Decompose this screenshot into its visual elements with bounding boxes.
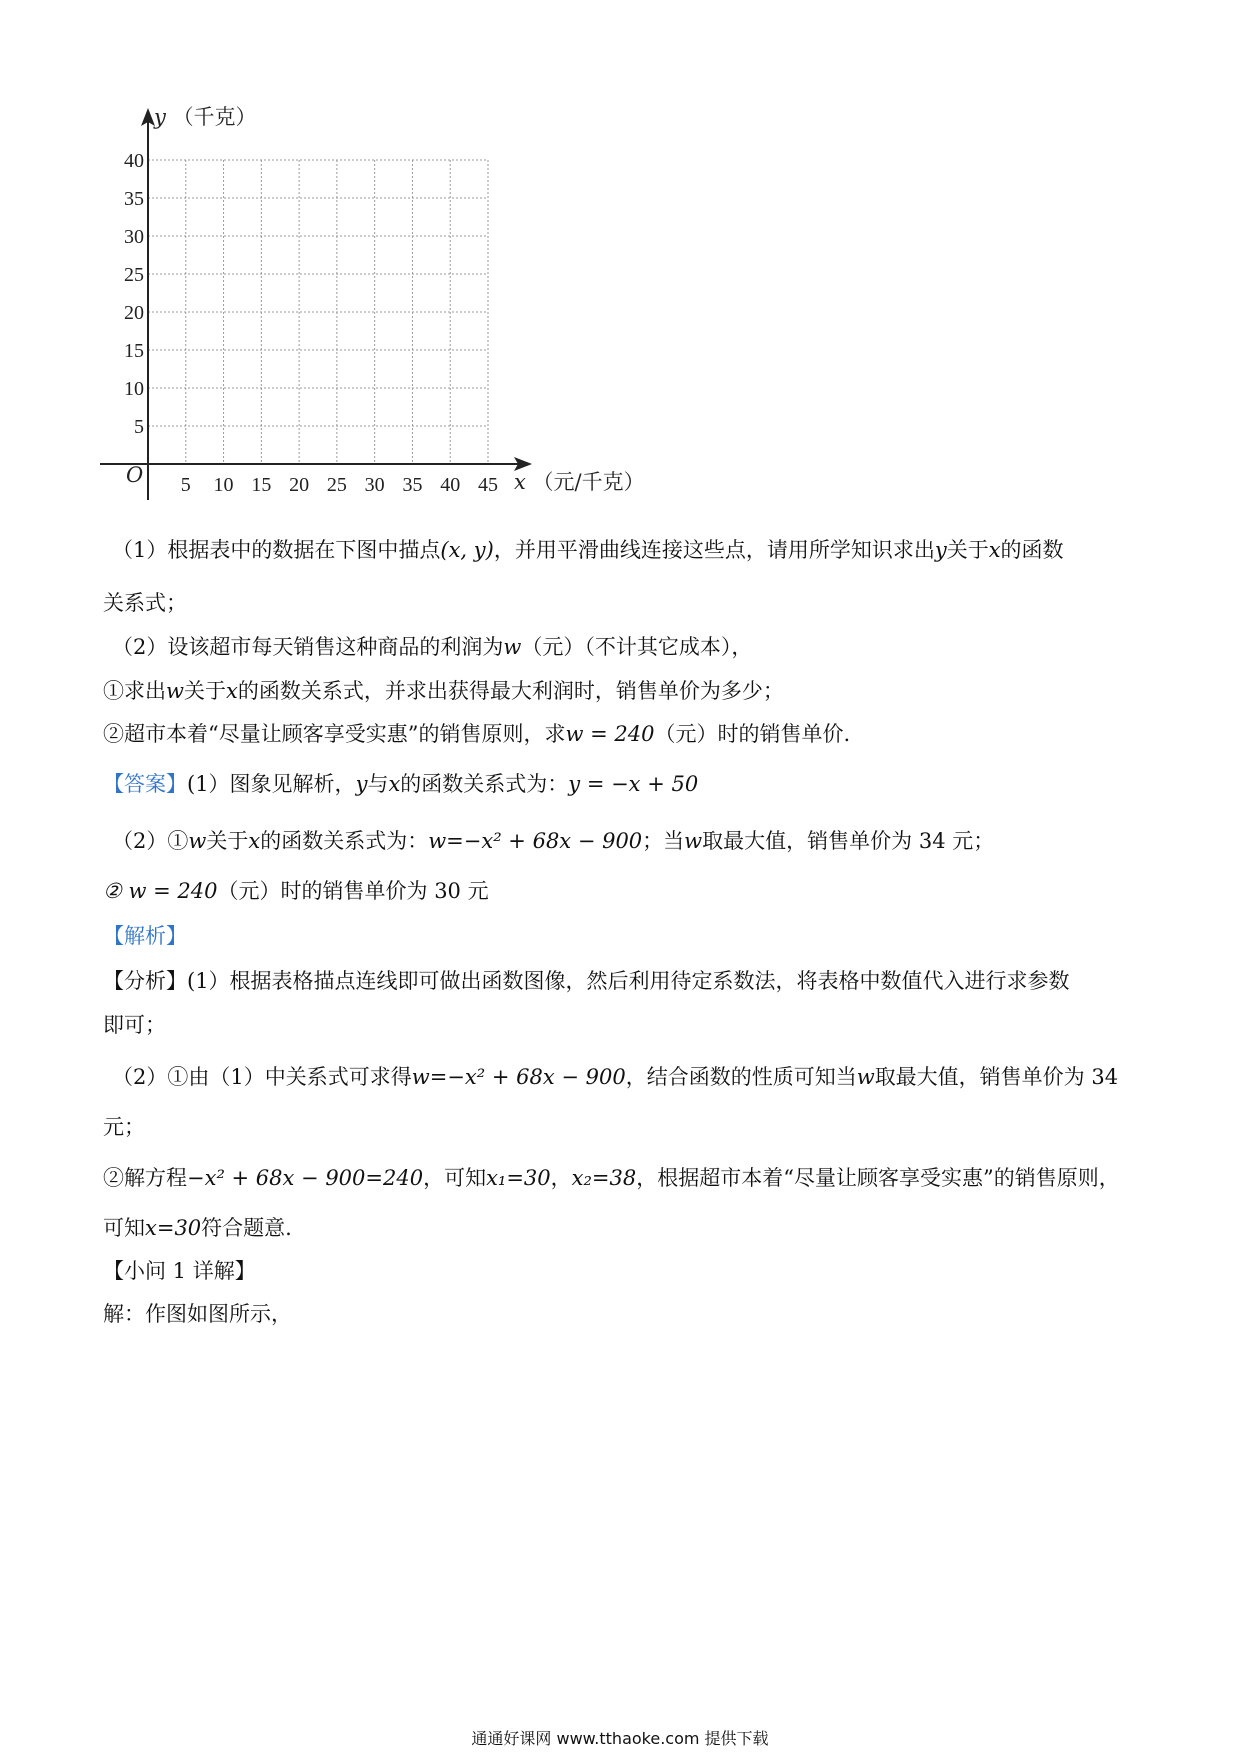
ans-y: y <box>355 772 368 796</box>
answer-line <box>103 769 698 799</box>
x-tick-label: 15 <box>251 474 272 496</box>
question-2i-line <box>103 676 784 706</box>
answer-tag: 【答案】 <box>103 772 187 796</box>
q1-cont-text: 关系式； <box>103 591 187 615</box>
x-tick-label: 30 <box>364 474 385 496</box>
q2ii-text-a: ②超市本着“尽量让顾客享受实惠”的销售原则，求 <box>103 722 566 746</box>
q1-text-d: 的函数 <box>1000 538 1064 562</box>
q2-text-a: （2）设该超市每天销售这种商品的利润为 <box>112 635 504 659</box>
answer-3-line <box>103 876 489 906</box>
ans2-w2: w <box>684 829 703 853</box>
question-2-line <box>112 632 752 662</box>
x-tick-label: 20 <box>289 474 310 496</box>
x-axis-title <box>514 470 645 494</box>
y-axis-var: y <box>154 105 166 129</box>
xiaowen-text: 【小问 1 详解】 <box>103 1259 256 1283</box>
f2-eq: w=−x² + 68x − 900 <box>411 1065 626 1089</box>
q1-text-b: ，并用平滑曲线连接这些点，请用所学知识求出 <box>493 538 935 562</box>
jie-line <box>103 1299 292 1329</box>
q2i-w: w <box>166 679 184 703</box>
q2i-text-a: ①求出 <box>103 679 166 703</box>
ans2-w: w <box>188 829 207 853</box>
fenxi-tag: 【分析】 <box>103 969 187 993</box>
ans3-text-b: （元）时的销售单价为 30 元 <box>217 879 489 903</box>
ans-eq: y = −x + 50 <box>568 772 699 796</box>
axes <box>100 108 532 500</box>
ans2-text-d: ；当 <box>642 829 685 853</box>
ans3-eq: ② w = 240 <box>103 879 218 903</box>
f3-eq: −x² + 68x − 900=240 <box>187 1166 424 1190</box>
ans2-text-c: 的函数关系式为： <box>260 829 429 853</box>
f2-cont <box>103 1112 145 1142</box>
x-tick-label: 25 <box>326 474 347 496</box>
y-axis-title <box>153 105 257 129</box>
f3-text-c: ， <box>550 1166 572 1190</box>
fenxi-cont <box>103 1010 166 1040</box>
f2-text-c: 取最大值，销售单价为 34 <box>874 1065 1119 1089</box>
x-tick-label: 5 <box>180 474 191 496</box>
f3-text-d: ，根据超市本着“尽量让顾客享受实惠”的销售原则， <box>636 1166 1120 1190</box>
ans-text-b: 与 <box>367 772 389 796</box>
ans2-eq: w=−x² + 68x − 900 <box>428 829 643 853</box>
f3-x2: x₂=38 <box>571 1166 637 1190</box>
f3-cont-b: 符合题意. <box>201 1216 292 1240</box>
f3-x1: x₁=30 <box>486 1166 551 1190</box>
y-tick-label: 5 <box>134 416 144 438</box>
f3-text-b: ，可知 <box>423 1166 487 1190</box>
xiaowen-heading <box>103 1256 256 1286</box>
tick-labels <box>124 150 498 496</box>
f3-line <box>103 1163 1120 1193</box>
y-tick-label: 25 <box>124 264 144 286</box>
q2i-text-b: 关于 <box>183 679 226 703</box>
f3-cont-a: 可知 <box>103 1216 145 1240</box>
f3-cont-x: x=30 <box>145 1216 202 1240</box>
q1-point: (x, y) <box>440 538 494 562</box>
x-tick-label: 35 <box>402 474 423 496</box>
q2ii-eq: w = 240 <box>565 722 655 746</box>
q1-y: y <box>934 538 947 562</box>
y-tick-label: 20 <box>124 302 144 324</box>
fenxi-cont-text: 即可； <box>103 1013 166 1037</box>
f2-text-a: （2）①由（1）中关系式可求得 <box>112 1065 412 1089</box>
q2ii-text-b: （元）时的销售单价. <box>654 722 851 746</box>
grid-lines <box>148 160 488 464</box>
f2-line <box>112 1062 1118 1092</box>
y-tick-label: 40 <box>124 150 144 172</box>
question-1-cont <box>103 588 187 618</box>
answer-2-line <box>112 826 994 856</box>
y-tick-label: 15 <box>124 340 144 362</box>
ans-text-c: 的函数关系式为： <box>400 772 569 796</box>
fenxi-text-a: (1）根据表格描点连线即可做出函数图像，然后利用待定系数法，将表格中数值代入进行求参数 <box>187 969 1070 993</box>
ans2-text-b: 关于 <box>206 829 249 853</box>
q1-text-a: （1）根据表中的数据在下图中描点 <box>112 538 441 562</box>
q2i-text-c: 的函数关系式，并求出获得最大利润时，销售单价为多少； <box>237 679 784 703</box>
q1-x: x <box>988 538 1001 562</box>
origin-label: O <box>126 463 144 487</box>
x-tick-label: 45 <box>478 474 498 496</box>
ans-x: x <box>388 772 401 796</box>
q2-text-b: （元）（不计其它成本）， <box>521 635 753 659</box>
q1-text-c: 关于 <box>946 538 989 562</box>
y-tick-label: 35 <box>124 188 144 210</box>
analysis-heading-text: 【解析】 <box>103 924 187 948</box>
y-tick-label: 30 <box>124 226 144 248</box>
y-tick-label: 10 <box>124 378 144 400</box>
jie-text: 解：作图如图所示， <box>103 1302 292 1326</box>
ans2-x: x <box>248 829 261 853</box>
x-tick-label: 40 <box>440 474 461 496</box>
question-2ii-line <box>103 719 850 749</box>
x-axis-unit: （元/千克） <box>532 470 645 494</box>
f2-w: w <box>856 1065 875 1089</box>
f3-text-a: ②解方程 <box>103 1166 187 1190</box>
ans2-text-e: 取最大值，销售单价为 34 元； <box>702 829 995 853</box>
q2i-x: x <box>225 679 238 703</box>
analysis-heading <box>103 921 187 951</box>
f2-cont-text: 元； <box>103 1115 145 1139</box>
x-tick-label: 10 <box>213 474 234 496</box>
question-1-line <box>112 535 1064 565</box>
fenxi-line <box>103 966 1070 996</box>
page-footer: 通通好课网 www.tthaoke.com 提供下载 <box>471 1729 769 1748</box>
ans-text-a: (1）图象见解析， <box>187 772 356 796</box>
ans2-text-a: （2）① <box>112 829 189 853</box>
coordinate-grid-chart <box>100 100 740 570</box>
q2-w: w <box>503 635 522 659</box>
f2-text-b: ，结合函数的性质可知当 <box>625 1065 857 1089</box>
y-axis-unit: （千克） <box>172 105 257 129</box>
x-axis-var: x <box>514 470 526 494</box>
f3-cont <box>103 1213 292 1243</box>
